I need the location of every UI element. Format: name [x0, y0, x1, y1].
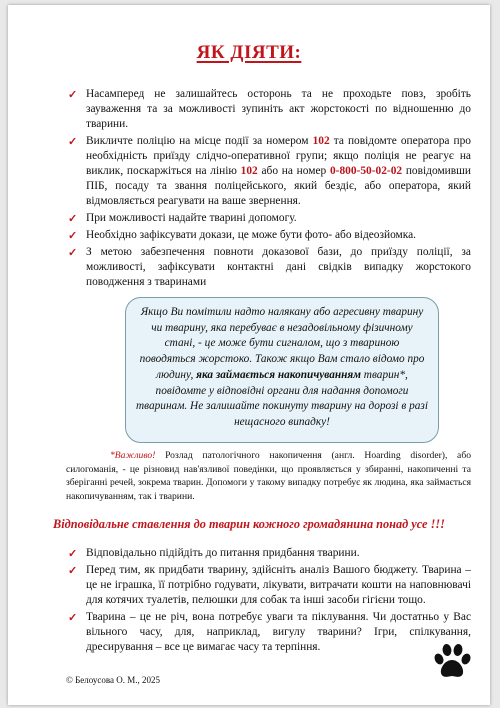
- phone-number: 102: [312, 135, 330, 147]
- tip-item: [66, 563, 471, 608]
- tip-item: [66, 610, 471, 655]
- check-icon: ✓: [68, 612, 78, 624]
- action-item: [66, 87, 471, 132]
- page-title: ЯК ДІЯТИ:: [196, 42, 302, 63]
- check-icon: ✓: [68, 136, 78, 148]
- list-item-text: повідомивши ПІБ, посаду та звання поліцейського, який бездіє, або оператора, який відмовляється реагувати на ваше звернення.: [86, 165, 471, 207]
- paw-print-icon: [432, 643, 472, 681]
- tip-item: [66, 546, 471, 561]
- check-icon: ✓: [68, 247, 78, 259]
- copyright-footer: © Белоусова О. М., 2025: [66, 675, 161, 685]
- list-item-text: Тварина – це не річ, вона потребує уваги та піклування. Чи достатньо у Вас вільного часу, для, наприклад, вигулу тварини? Ігри, спілкування, дресирування – все це вимагає часу та терпіння.: [86, 611, 471, 653]
- action-item: [66, 211, 471, 226]
- list-item-text: При можливості надайте тварині допомогу.: [86, 212, 297, 224]
- actions-list: [66, 87, 471, 292]
- list-item-text: З метою забезпечення повноти доказової бази, до приїзду поліції, за можливості, зафіксувати контактні дані свідків випадку жорстокого поводження з тваринами: [86, 246, 471, 288]
- callout-text-part1: Якщо Ви помітили надто налякану або агресивну тварину чи тварину, яка перебуває в незадовільному фізичному стані, - це може бути сигналом, що з твариною поводяться жорстоко. Також якщо Вам стало відомо про людину,: [139, 306, 425, 381]
- note-label: *Важливо!: [110, 450, 156, 461]
- callout-bold-text: яка займається накопичуванням: [196, 368, 361, 381]
- callout-text-part2: тварин*, повідомте у відповідні органи для надання допомоги тваринам. Не залишайте покинуту тварину на дорозі в разі нещасного випадку!: [136, 368, 428, 428]
- phone-number: 0-800-50-02-02: [329, 165, 403, 177]
- check-icon: ✓: [68, 213, 78, 225]
- action-item: [66, 134, 471, 209]
- tips-list: [66, 546, 471, 657]
- list-item-text: Необхідно зафіксувати докази, це може бути фото- або відеозйомка.: [86, 229, 417, 241]
- callout-box: [125, 297, 439, 443]
- list-item-text: Відповідально підійдіть до питання придбання тварини.: [86, 547, 360, 559]
- phone-number: 102: [240, 165, 258, 177]
- check-icon: ✓: [68, 89, 78, 101]
- list-item-text: Перед тим, як придбати тварину, здійсніть аналіз Вашого бюджету. Тварина – це не іграшка, її потрібно годувати, лікувати, витрачати кошти на наповнювачі для котячих туалетів, пелюшки для собак та інші засоби гігієни тощо.: [86, 564, 471, 606]
- check-icon: ✓: [68, 565, 78, 577]
- document-page: [8, 5, 490, 705]
- note-text: Розлад патологічного накопичення (англ. Hoarding disorder), або силогоманія, - це різновид нав'язливої поведінки, що проявляється у збиранні, накопиченні та зберіганні речей, зокрема тварин. Допомоги у такому випадку потребує як людина, яка займається накопичуванням, так і тварини.: [66, 450, 471, 502]
- list-item-text: Викличте поліцію на місце події за номером: [86, 135, 313, 147]
- check-icon: ✓: [68, 548, 78, 560]
- list-item-text: або на номер: [257, 165, 330, 177]
- list-item-text: та повідомте оператора про необхідність приїзду слідчо-оперативної групи; якщо поліція не реагує на виклик, поскаржіться на лінію: [86, 135, 471, 177]
- action-item: [66, 228, 471, 243]
- list-item-text: Насамперед не залишайтесь осторонь та не проходьте повз, зробіть зауваження та за можливості зупиніть акт жорстокості по відношенню до тварини.: [86, 88, 471, 130]
- section-heading: Відповідальне ставлення до тварин кожного громадянина понад усе !!!: [53, 517, 445, 531]
- action-item: [66, 245, 471, 290]
- important-note: [66, 449, 471, 503]
- check-icon: ✓: [68, 230, 78, 242]
